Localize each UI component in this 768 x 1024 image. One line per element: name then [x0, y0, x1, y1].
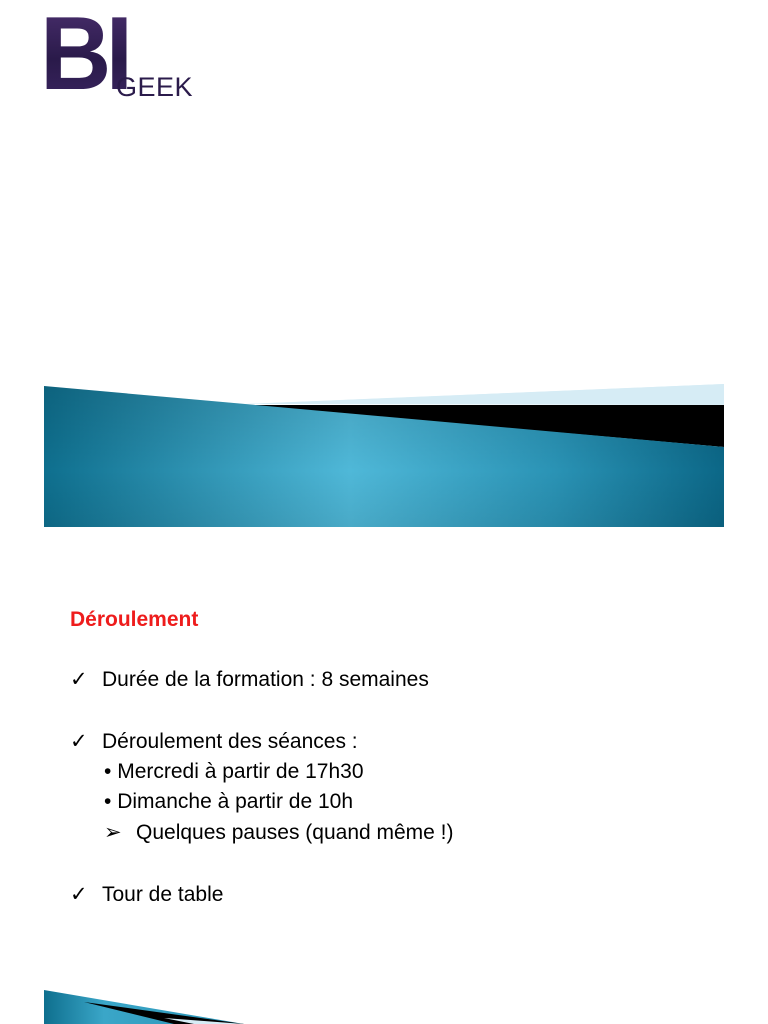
list-item	[70, 727, 358, 757]
checkmark-icon: ✓	[70, 668, 88, 691]
checkmark-icon: ✓	[70, 730, 88, 753]
next-slide-banner-fragment	[44, 986, 724, 1024]
list-item	[70, 880, 223, 910]
list-item-text: Tour de table	[102, 883, 224, 906]
list-item	[70, 665, 429, 695]
banner-graphic	[44, 384, 724, 527]
list-item-text: Dimanche à partir de 10h	[117, 790, 354, 813]
logo-bi-text: BI	[40, 0, 128, 112]
list-item	[104, 818, 454, 848]
slide-content	[70, 603, 730, 906]
bottom-banner-graphic	[44, 986, 724, 1024]
logo-geek-text: GEEK	[116, 72, 194, 102]
checkmark-icon: ✓	[70, 883, 88, 906]
list-item	[104, 787, 353, 817]
section-title: Déroulement	[70, 608, 199, 631]
decorative-banner	[44, 384, 724, 527]
list-item-text: Quelques pauses (quand même !)	[136, 821, 454, 844]
list-item	[104, 757, 364, 787]
arrow-bullet-icon: ➢	[104, 821, 122, 844]
bi-geek-logo	[40, 0, 194, 112]
bullet-icon: •	[104, 760, 112, 783]
list-item-text: Déroulement des séances :	[102, 730, 358, 753]
list-item-text: Mercredi à partir de 17h30	[117, 760, 364, 783]
bullet-icon: •	[104, 790, 112, 813]
list-item-text: Durée de la formation : 8 semaines	[102, 668, 429, 691]
